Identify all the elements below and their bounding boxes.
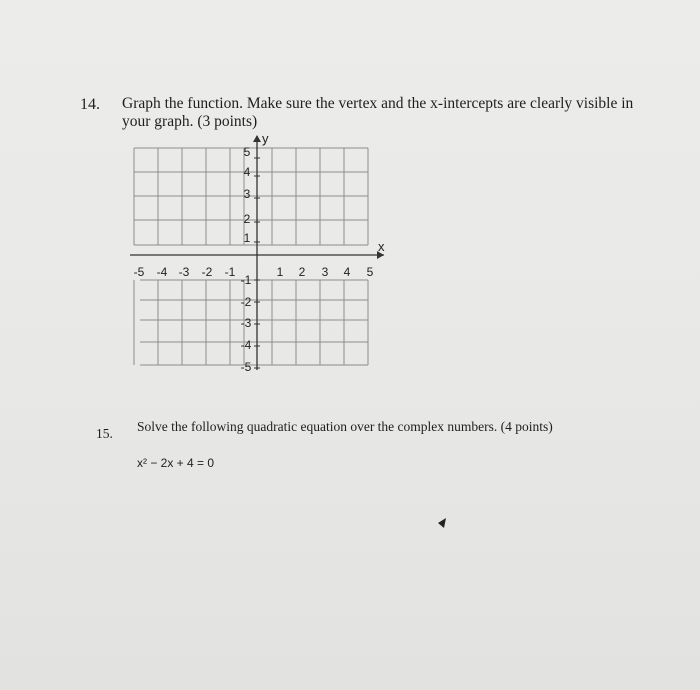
y-tick-label: -1 bbox=[240, 273, 252, 287]
y-tick-label: -4 bbox=[240, 338, 252, 352]
x-tick-label: -5 bbox=[133, 265, 145, 279]
y-tick-label: 4 bbox=[243, 165, 251, 179]
x-tick-label: 1 bbox=[276, 265, 284, 279]
axes bbox=[130, 135, 384, 370]
x-tick-label: -2 bbox=[201, 265, 213, 279]
x-tick-label: 5 bbox=[366, 265, 374, 279]
question-14-number: 14. bbox=[80, 96, 100, 113]
y-tick-label: -3 bbox=[240, 316, 252, 330]
x-tick-label: 4 bbox=[343, 265, 351, 279]
x-tick-label: -3 bbox=[178, 265, 190, 279]
y-axis-arrow bbox=[253, 135, 261, 142]
y-tick-label: -2 bbox=[240, 295, 252, 309]
y-axis-label: y bbox=[262, 131, 269, 146]
x-tick-label: 2 bbox=[298, 265, 306, 279]
x-tick-label: -1 bbox=[224, 265, 236, 279]
coordinate-grid bbox=[122, 130, 392, 375]
grid-lines bbox=[134, 148, 368, 365]
y-tick-label: 1 bbox=[243, 231, 251, 245]
y-tick-label: 5 bbox=[243, 145, 251, 159]
x-axis-label: x bbox=[378, 239, 385, 254]
question-14-text-line1: Graph the function. Make sure the vertex and the x-intercepts are clearly visible in bbox=[122, 95, 634, 112]
question-14-text-line2: your graph. (3 points) bbox=[122, 113, 258, 130]
y-tick-label: 2 bbox=[243, 212, 251, 226]
x-tick-label: 3 bbox=[321, 265, 329, 279]
mouse-pointer-icon bbox=[436, 516, 448, 530]
y-tick-label: -5 bbox=[240, 360, 252, 374]
x-tick-label: -4 bbox=[156, 265, 168, 279]
question-15-text: Solve the following quadratic equation over the complex numbers. (4 points) bbox=[137, 419, 553, 434]
question-15-number: 15. bbox=[96, 426, 113, 441]
quadratic-equation: x² − 2x + 4 = 0 bbox=[137, 456, 215, 470]
y-tick-label: 3 bbox=[243, 187, 251, 201]
